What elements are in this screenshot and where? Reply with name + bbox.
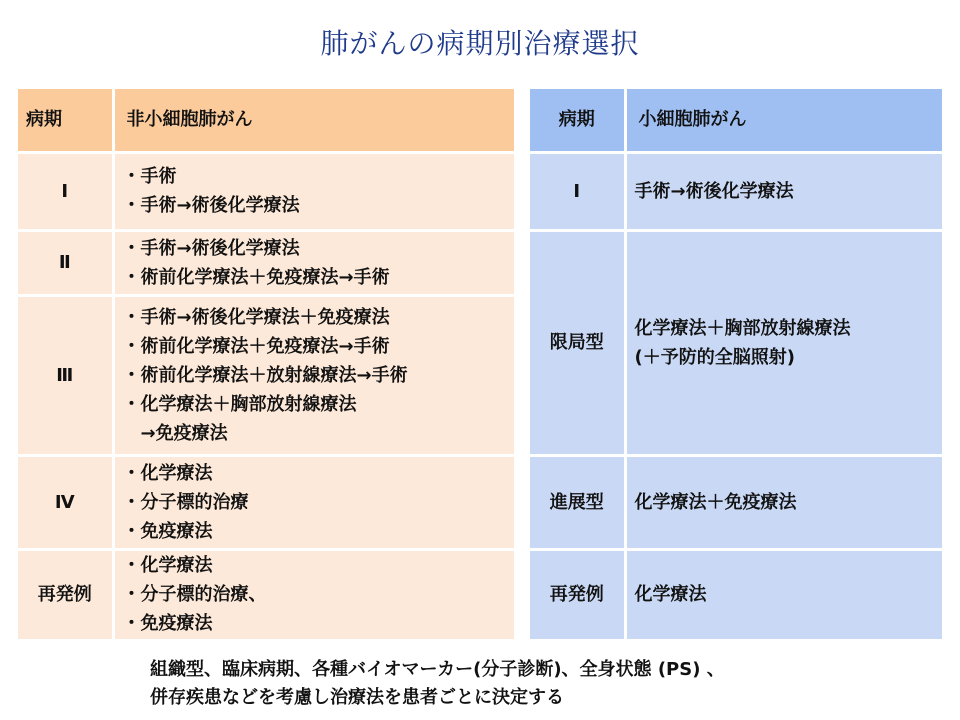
treatment-cell [113,549,514,640]
sclc-treatment-table [530,89,942,642]
table-row [18,152,514,230]
stage-cell: Ⅰ [18,152,113,230]
table-row [530,152,942,230]
treatment-line: 化学療法＋免疫療法 [634,491,797,513]
treatment-line: →免疫療法 [122,422,228,444]
sclc-type-header: 小細胞肺がん [625,89,942,152]
treatment-line: ・化学療法 [122,462,213,484]
treatment-line: ・手術→術後化学療法＋免疫療法 [122,306,390,328]
stage-cell: Ⅲ [18,295,113,455]
table-row [530,230,942,455]
stage-cell: 再発例 [18,549,113,640]
nsclc-type-header: 非小細胞肺がん [113,89,514,152]
treatment-line: ・免疫療法 [122,520,213,542]
table-header-row [530,89,942,152]
treatment-cell [113,295,514,455]
stage-cell: Ⅰ [530,152,625,230]
footer-note [150,656,940,712]
table-row [18,455,514,549]
treatment-line: ・化学療法 [122,555,213,576]
treatment-line: 手術→術後化学療法 [634,180,794,202]
treatment-line: ・化学療法＋胸部放射線療法 [122,393,357,415]
treatment-cell [113,455,514,549]
treatment-cell [625,455,942,549]
table-row [18,230,514,295]
treatment-line: 化学療法＋胸部放射線療法 [634,317,851,339]
treatment-cell [625,230,942,455]
nsclc-treatment-table [18,89,514,642]
treatment-line: ・手術→術後化学療法 [122,195,300,216]
page-title: 肺がんの病期別治療選択 [320,27,640,60]
stage-header: 病期 [18,89,113,152]
stage-cell: Ⅳ [18,455,113,549]
treatment-line: ・分子標的治療、 [122,584,267,605]
treatment-cell [625,549,942,640]
treatment-cell [625,152,942,230]
stage-cell: 進展型 [530,455,625,549]
treatment-line: ・免疫療法 [122,613,213,634]
table-row [18,549,514,640]
treatment-line: ・術前化学療法＋放射線療法→手術 [122,364,408,386]
treatment-line: (＋予防的全脳照射) [634,346,795,368]
treatment-line: ・手術 [122,166,177,187]
treatment-cell [113,230,514,295]
treatment-cell [113,152,514,230]
stage-cell: 再発例 [530,549,625,640]
table-header-row [18,89,514,152]
table-row [530,549,942,640]
treatment-line: ・手術→術後化学療法 [122,237,300,259]
stage-header: 病期 [530,89,625,152]
treatment-line: 化学療法 [634,584,707,605]
treatment-line: ・分子標的治療 [122,491,249,513]
stage-cell: Ⅱ [18,230,113,295]
table-row [530,455,942,549]
footer-line: 併存疾患などを考慮し治療法を患者ごとに決定する [150,687,564,708]
table-row [18,295,514,455]
treatment-line: ・術前化学療法＋免疫療法→手術 [122,266,390,288]
stage-cell: 限局型 [530,230,625,455]
treatment-line: ・術前化学療法＋免疫療法→手術 [122,335,390,357]
footer-line: 組織型、臨床病期、各種バイオマーカー(分子診断)、全身状態 (PS) 、 [150,659,725,680]
